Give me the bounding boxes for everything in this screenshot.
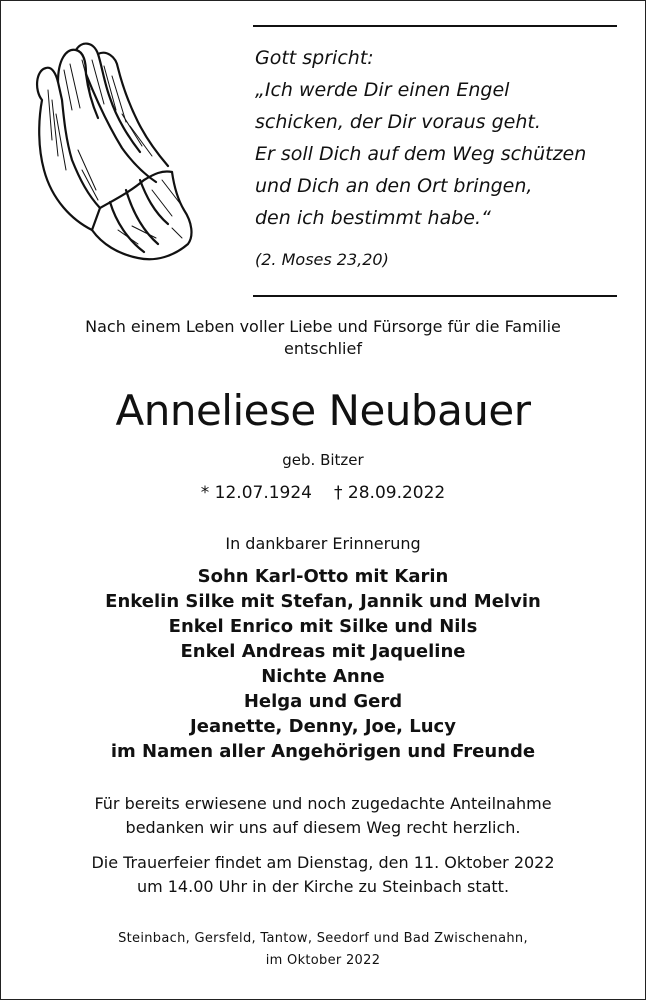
birth-date: * 12.07.1924	[200, 483, 312, 503]
service-text	[0, 851, 646, 899]
intro-line: entschlief	[284, 339, 362, 358]
places-line: Steinbach, Gersfeld, Tantow, Seedorf und Bad Zwischenahn,	[118, 931, 528, 946]
quote-source: (2. Moses 23,20)	[255, 250, 389, 269]
service-line: um 14.00 Uhr in der Kirche zu Steinbach statt.	[136, 877, 510, 896]
quote-line: den ich bestimmt habe.“	[255, 207, 491, 229]
maiden-name: geb. Bitzer	[282, 451, 364, 469]
quote-line: und Dich an den Ort bringen,	[255, 175, 533, 197]
quote-line: Er soll Dich auf dem Weg schützen	[255, 143, 587, 165]
death-date: † 28.09.2022	[334, 483, 446, 503]
top-rule	[253, 25, 617, 27]
service-line: Die Trauerfeier findet am Dienstag, den 11. Oktober 2022	[91, 853, 555, 872]
mourner-line: Jeanette, Denny, Joe, Lucy	[190, 716, 456, 737]
places-text	[0, 928, 646, 972]
thanks-line: bedanken wir uns auf diesem Weg recht herzlich.	[125, 818, 521, 837]
deceased-name: Anneliese Neubauer	[115, 386, 531, 435]
life-dates	[0, 482, 646, 504]
intro-text	[0, 316, 646, 360]
bible-quote	[255, 42, 625, 234]
thanks-line: Für bereits erwiesene und noch zugedachte Anteilnahme	[94, 794, 552, 813]
mourner-line: im Namen aller Angehörigen und Freunde	[110, 741, 536, 762]
quote-line: schicken, der Dir voraus geht.	[255, 111, 541, 133]
mourners-list	[0, 564, 646, 764]
bottom-rule	[253, 295, 617, 297]
mourner-line: Helga und Gerd	[243, 691, 403, 712]
quote-line: Gott spricht:	[255, 47, 374, 69]
mourner-line: Enkel Andreas mit Jaqueline	[180, 641, 466, 662]
places-date: im Oktober 2022	[265, 953, 381, 968]
mourner-line: Nichte Anne	[261, 666, 385, 687]
praying-hands-icon	[22, 30, 202, 270]
thanks-text	[0, 792, 646, 840]
mourner-line: Enkelin Silke mit Stefan, Jannik und Melvin	[105, 591, 541, 612]
intro-line: Nach einem Leben voller Liebe und Fürsorge für die Familie	[85, 317, 561, 336]
mourner-line: Sohn Karl-Otto mit Karin	[197, 566, 449, 587]
memory-line: In dankbarer Erinnerung	[225, 534, 421, 553]
mourner-line: Enkel Enrico mit Silke und Nils	[168, 616, 478, 637]
quote-line: „Ich werde Dir einen Engel	[255, 79, 510, 101]
